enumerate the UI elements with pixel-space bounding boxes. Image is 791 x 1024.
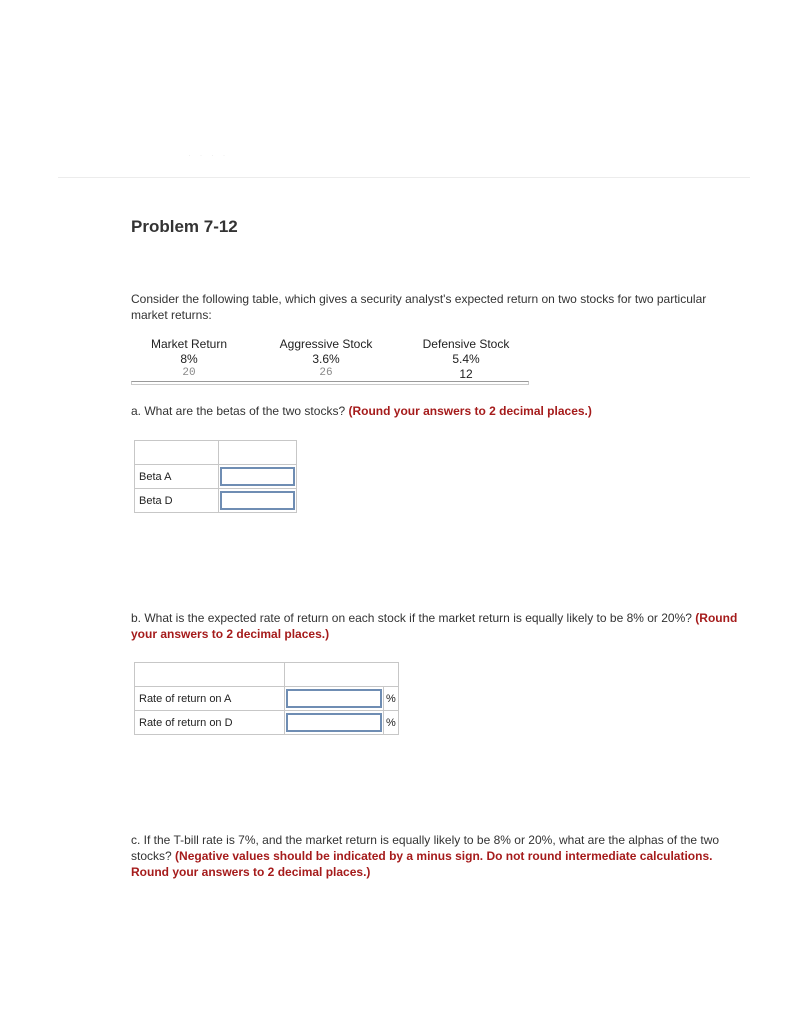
problem-intro: Consider the following table, which gives a security analyst's expected return on two stocks for two particular market returns: <box>131 292 707 322</box>
part-c-text: c. If the T-bill rate is 7%, and the market return is equally likely to be 8% or 20%, what are the alphas of the two stocks? <box>131 833 720 863</box>
answer-table-header <box>135 441 297 465</box>
header-blank-cell <box>135 441 219 465</box>
header-blank-cell <box>285 663 399 687</box>
beta-d-input[interactable] <box>220 491 295 510</box>
part-a-hint: (Round your answers to 2 decimal places.) <box>348 404 592 418</box>
aggressive-value: 3.6% <box>312 352 340 366</box>
percent-unit: % <box>384 687 399 711</box>
table-bottom-border <box>131 381 529 385</box>
part-a-question <box>131 403 741 419</box>
table-row <box>135 465 297 489</box>
market-table-row <box>131 352 529 367</box>
beta-a-label: Beta A <box>135 465 219 489</box>
market-table-header <box>131 337 529 352</box>
rate-d-label: Rate of return on D <box>135 711 285 735</box>
betas-answer-table <box>134 440 297 513</box>
part-c-hint: (Negative values should be indicated by a minus sign. Do not round intermediate calculations. Round your answers to 2 decimal places.) <box>131 849 713 879</box>
part-a-text: a. What are the betas of the two stocks? <box>131 404 346 418</box>
header-defensive-stock: Defensive Stock <box>422 337 510 351</box>
table-row <box>135 489 297 513</box>
part-c-question <box>131 832 741 880</box>
percent-unit: % <box>384 711 399 735</box>
defensive-value: 5.4% <box>452 352 480 366</box>
aggressive-value: 26 <box>319 367 333 379</box>
top-divider <box>58 177 750 178</box>
rate-d-input[interactable] <box>286 713 382 732</box>
header-market-return: Market Return <box>150 337 228 351</box>
part-b-question <box>131 610 741 642</box>
problem-title: Problem 7-12 <box>131 217 238 236</box>
table-row <box>135 687 399 711</box>
faint-header-marks: · · · · <box>188 150 229 160</box>
header-blank-cell <box>135 663 285 687</box>
market-return-value: 8% <box>180 352 198 366</box>
rate-a-label: Rate of return on A <box>135 687 285 711</box>
expected-return-answer-table <box>134 662 399 735</box>
table-row <box>135 711 399 735</box>
answer-table-header <box>135 663 399 687</box>
header-blank-cell <box>219 441 297 465</box>
defensive-value: 12 <box>459 367 473 381</box>
part-b-text: b. What is the expected rate of return on each stock if the market return is equally likely to be 8% or 20%? <box>131 611 692 625</box>
rate-a-input[interactable] <box>286 689 382 708</box>
beta-d-label: Beta D <box>135 489 219 513</box>
beta-a-input[interactable] <box>220 467 295 486</box>
market-table-row <box>131 367 529 382</box>
market-return-value: 20 <box>182 367 196 379</box>
market-return-table <box>131 337 529 382</box>
part-b-hint: (Round your answers to 2 decimal places.) <box>131 611 738 641</box>
header-aggressive-stock: Aggressive Stock <box>279 337 373 351</box>
